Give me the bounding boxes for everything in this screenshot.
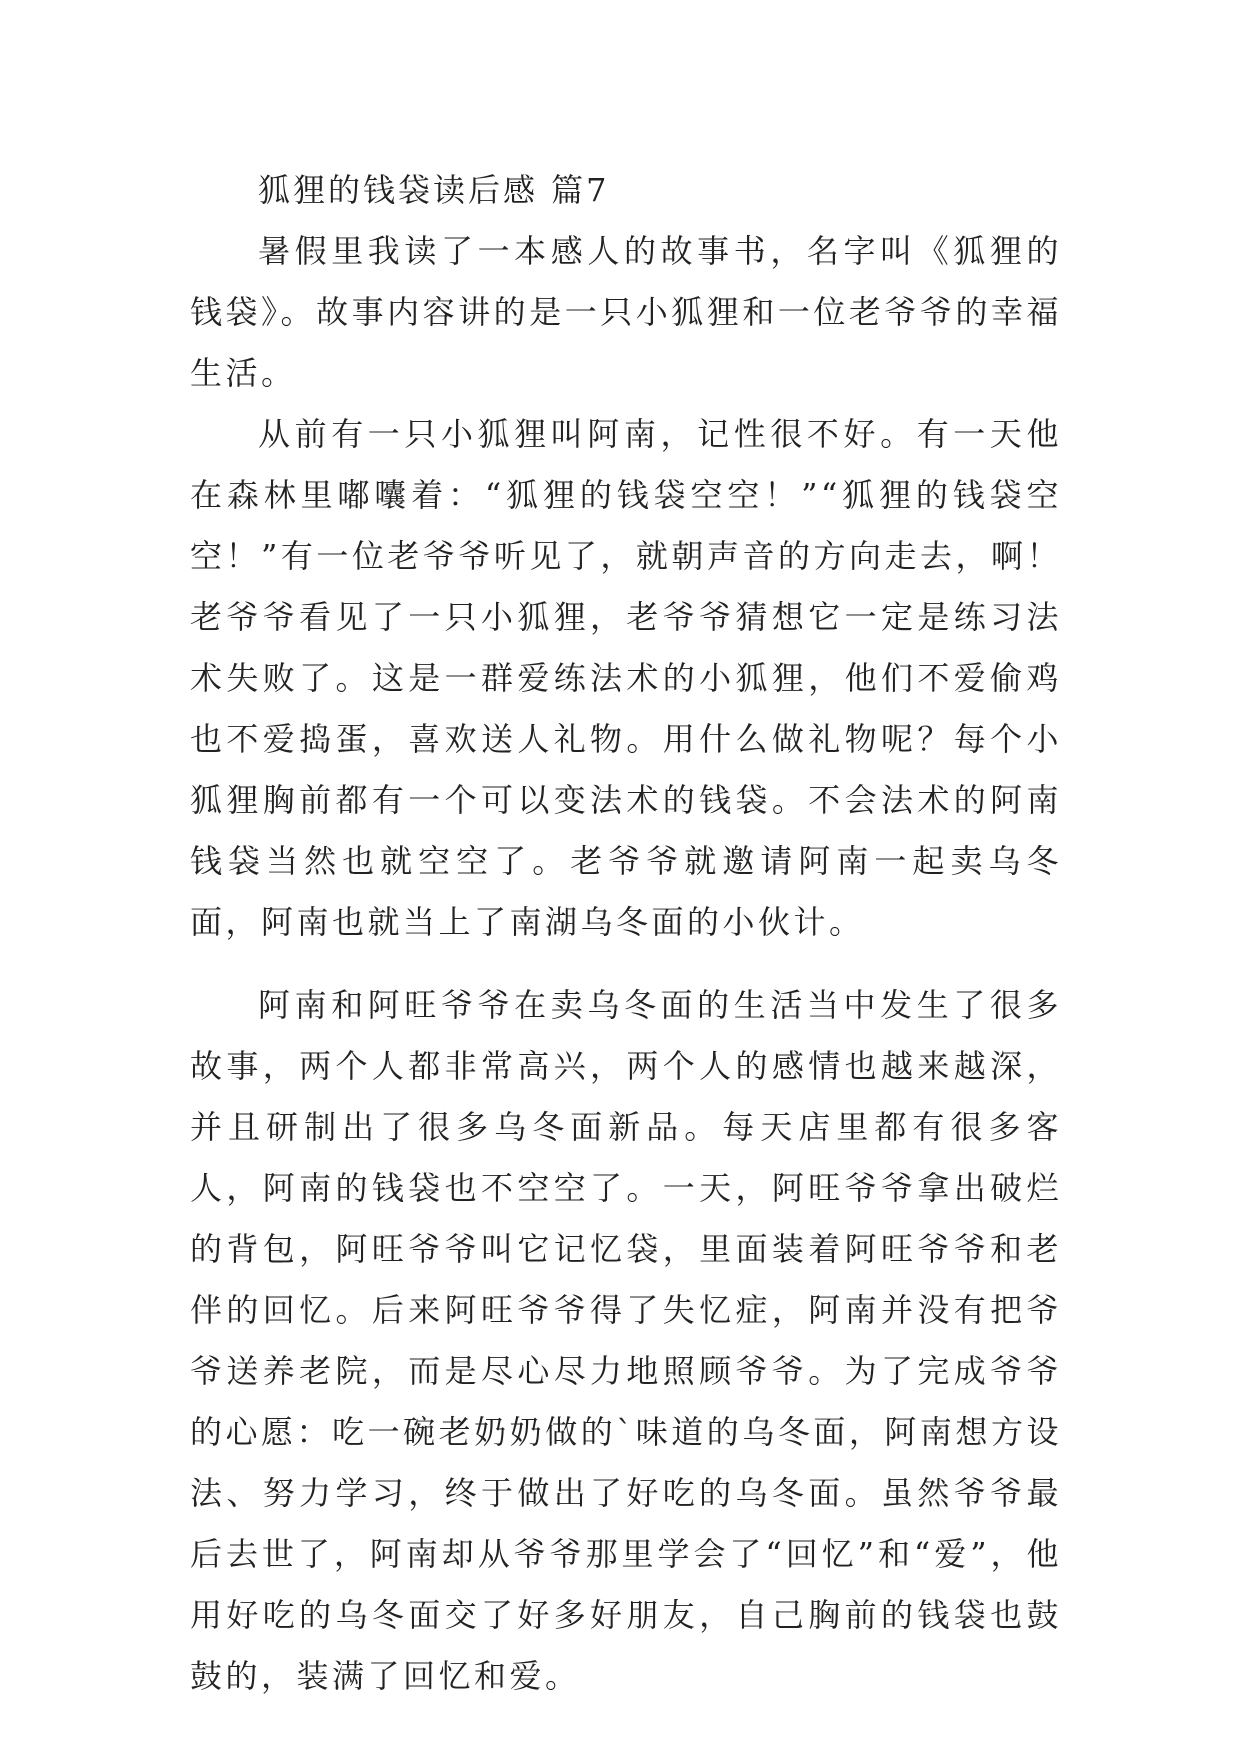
document-body [190, 160, 1062, 1707]
paragraph-intro: 暑假里我读了一本感人的故事书，名字叫《狐狸的钱袋》。故事内容讲的是一只小狐狸和一位老爷爷的幸福生活。 [190, 232, 1062, 392]
paragraph-friendship: 阿南和阿旺爷爷在卖乌冬面的生活当中发生了很多故事，两个人都非常高兴，两个人的感情也越来越深，并且研制出了很多乌冬面新品。每天店里都有很多客人，阿南的钱袋也不空空了。一天，阿旺爷爷拿出破烂的背包，阿旺爷爷叫它记忆袋，里面装着阿旺爷爷和老伴的回忆。后来阿旺爷爷得了失忆症，阿南并没有把爷爷送养老院，而是尽心尽力地照顾爷爷。为了完成爷爷的心愿：吃一碗老奶奶做的`味道的乌冬面，阿南想方设法、努力学习，终于做出了好吃的乌冬面。虽然爷爷最后去世了，阿南却从爷爷那里学会了“回忆”和“爱”，他用好吃的乌冬面交了好多好朋友，自己胸前的钱袋也鼓鼓的，装满了回忆和爱。 [190, 986, 1062, 1695]
document-title: 狐狸的钱袋读后感 篇7 [258, 171, 610, 209]
paragraph-story: 从前有一只小狐狸叫阿南，记性很不好。有一天他在森林里嘟囔着：“狐狸的钱袋空空！”“狐狸的钱袋空空！”有一位老爷爷听见了，就朝声音的方向走去，啊！老爷爷看见了一只小狐狸，老爷爷猜想它一定是练习法术失败了。这是一群爱练法术的小狐狸，他们不爱偷鸡也不爱捣蛋，喜欢送人礼物。用什么做礼物呢？每个小狐狸胸前都有一个可以变法术的钱袋。不会法术的阿南钱袋当然也就空空了。老爷爷就邀请阿南一起卖乌冬面，阿南也就当上了南湖乌冬面的小伙计。 [190, 415, 1062, 941]
